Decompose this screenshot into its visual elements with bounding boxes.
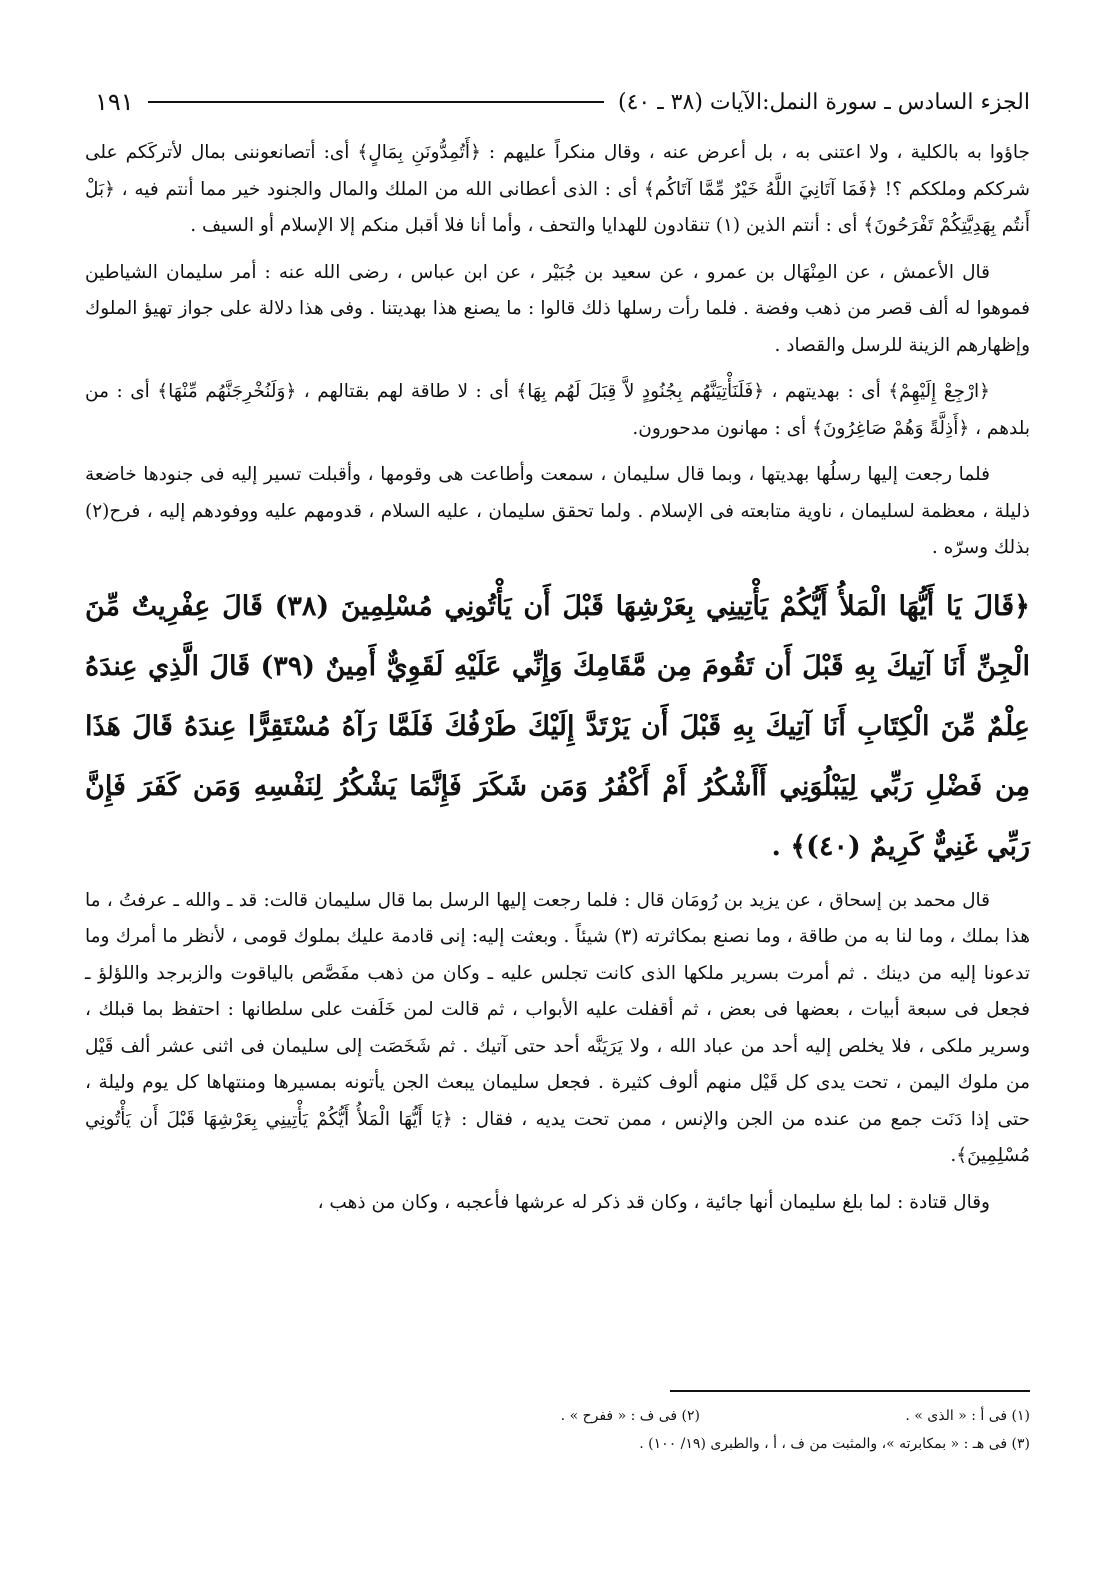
footnote-2: (٢) فى ف : « ففرح » . — [560, 1408, 700, 1424]
page-number: ١٩١ — [95, 88, 134, 116]
paragraph-1: جاؤوا به بالكلية ، ولا اعتنى به ، بل أعرض عنه ، وقال منكراً عليهم : ﴿أَتُمِدُّونَنِ بِمَالٍ﴾ أى: أتصانعوننى بمال لأتركَكم على شرككم وملككم ؟! ﴿فَمَا آتَانِيَ اللَّهُ خَيْرٌ مِّمَّا آتَاكُم﴾ أى : الذى أعطانى الله من الملك والمال والجنود خير مما أنتم فيه ، ﴿بَلْ أَنتُم بِهَدِيَّتِكُمْ تَفْرَحُونَ﴾ أى : أنتم الذين (١) تنقادون للهدايا والتحف ، وأما أنا فلا أقبل منكم إلا الإسلام أو السيف . — [85, 142, 1030, 236]
paragraph-2: قال الأعمش ، عن المِنْهَال بن عمرو ، عن سعيد بن جُبَيْر ، عن ابن عباس ، رضى الله عنه : أمر سليمان الشياطين فموهوا له ألف قصر من ذهب وفضة . فلما رأت رسلها ذلك قالوا : ما يصنع هذا بهديتنا . وفى هذا دلالة على جواز تهيؤ الملوك وإظهارهم الزينة للرسل والقصاد . — [85, 261, 1030, 356]
paragraph-5: قال محمد بن إسحاق ، عن يزيد بن رُومَان قال : فلما رجعت إليها الرسل بما قال سليمان قالت: قد ـ والله ـ عرفتُ ، ما هذا بملك ، وما لنا به من طاقة ، وما نصنع بمكاثرته (٣) شيئاً . وبعثت إليه: إنى قادمة عليك بملوك قومى ، لأنظر ما أمرك وما تدعونا إليه من دينك . ثم أمرت بسرير ملكها الذى كانت تجلس عليه ـ وكان من ذهب مفَصَّص بالياقوت والزبرجد واللؤلؤ ـ فجعل فى سبعة أبيات ، بعضها فى بعض ، ثم أقفلت عليه الأبواب ، ثم قالت لمن خَلَفت على سلطانها : احتفظ بما قبلك ، وسرير ملكى ، فلا يخلص إليه أحد من عباد الله ، ولا يَرَيَنَّه أحد حتى آتيك . ثم شَخَصَت إلى سليمان فى اثنى عشر ألف قَيْل من ملوك اليمن ، تحت يدى كل قَيْل منهم ألوف كثيرة . فجعل سليمان يبعث الجن يأتونه بمسيرها ومنتهاها كل يوم وليلة ، حتى إذا دَنَت جمع من عنده من الجن والإنس ، ممن تحت يديه ، فقال : ﴿يَا أَيُّهَا الْمَلأُ أَيُّكُمْ يَأْتِينِي بِعَرْشِهَا قَبْلَ أَن يَأْتُونِي مُسْلِمِينَ﴾. — [85, 889, 1030, 1166]
footnote-rule — [670, 1390, 1030, 1392]
page-body — [85, 135, 1030, 1231]
footnote-row — [300, 1430, 1030, 1458]
header-rule — [148, 101, 604, 103]
footnote-row — [300, 1402, 1030, 1430]
page-header — [95, 82, 1030, 122]
running-title: الجزء السادس ـ سورة النمل:الآيات (٣٨ ـ ٤٠) — [618, 89, 1030, 115]
quran-verse: ﴿قَالَ يَا أَيُّهَا الْمَلأُ أَيُّكُمْ يَأْتِينِي بِعَرْشِهَا قَبْلَ أَن يَأْتُونِي مُسْلِمِينَ (٣٨) قَالَ عِفْرِيتٌ مِّنَ الْجِنِّ أَنَا آتِيكَ بِهِ قَبْلَ أَن تَقُومَ مِن مَّقَامِكَ وَإِنِّي عَلَيْهِ لَقَوِيٌّ أَمِينٌ (٣٩) قَالَ الَّذِي عِندَهُ عِلْمٌ مِّنَ الْكِتَابِ أَنَا آتِيكَ بِهِ قَبْلَ أَن يَرْتَدَّ إِلَيْكَ طَرْفُكَ فَلَمَّا رَآهُ مُسْتَقِرًّا عِندَهُ قَالَ هَذَا مِن فَضْلِ رَبِّي لِيَبْلُوَنِي أَأَشْكُرُ أَمْ أَكْفُرُ وَمَن شَكَرَ فَإِنَّمَا يَشْكُرُ لِنَفْسِهِ وَمَن كَفَرَ فَإِنَّ رَبِّي غَنِيٌّ كَرِيمٌ (٤٠)﴾ . — [85, 590, 1030, 862]
footnotes — [300, 1402, 1030, 1458]
paragraph-3: ﴿ارْجِعْ إِلَيْهِمْ﴾ أى : بهديتهم ، ﴿فَلَنَأْتِيَنَّهُم بِجُنُودٍ لاَّ قِبَلَ لَهُم بِهَا﴾ أى : لا طاقة لهم بقتالهم ، ﴿وَلَنُخْرِجَنَّهُم مِّنْهَا﴾ أى : من بلدهم ، ﴿أَذِلَّةً وَهُمْ صَاغِرُونَ﴾ أى : مهانون مدحورون. — [85, 381, 1030, 439]
footnote-1: (١) فى أ : « الذى » . — [905, 1408, 1030, 1424]
footnote-3: (٣) فى هـ : « بمكابرته »، والمثبت من ف ، أ ، والطبرى (١٩/ ١٠٠) . — [639, 1436, 1030, 1452]
paragraph-6: وقال قتادة : لما بلغ سليمان أنها جائية ، وكان قد ذكر له عرشها فأعجبه ، وكان من ذهب ، — [317, 1191, 990, 1213]
paragraph-4: فلما رجعت إليها رسلُها بهديتها ، وبما قال سليمان ، سمعت وأطاعت هى وقومها ، وأقبلت تسير إليه فى جنودها خاضعة ذليلة ، معظمة لسليمان ، ناوية متابعته فى الإسلام . ولما تحقق سليمان ، عليه السلام ، قدومهم عليه ووفودهم إليه ، فرح(٢) بذلك وسرّه . — [85, 464, 1030, 558]
